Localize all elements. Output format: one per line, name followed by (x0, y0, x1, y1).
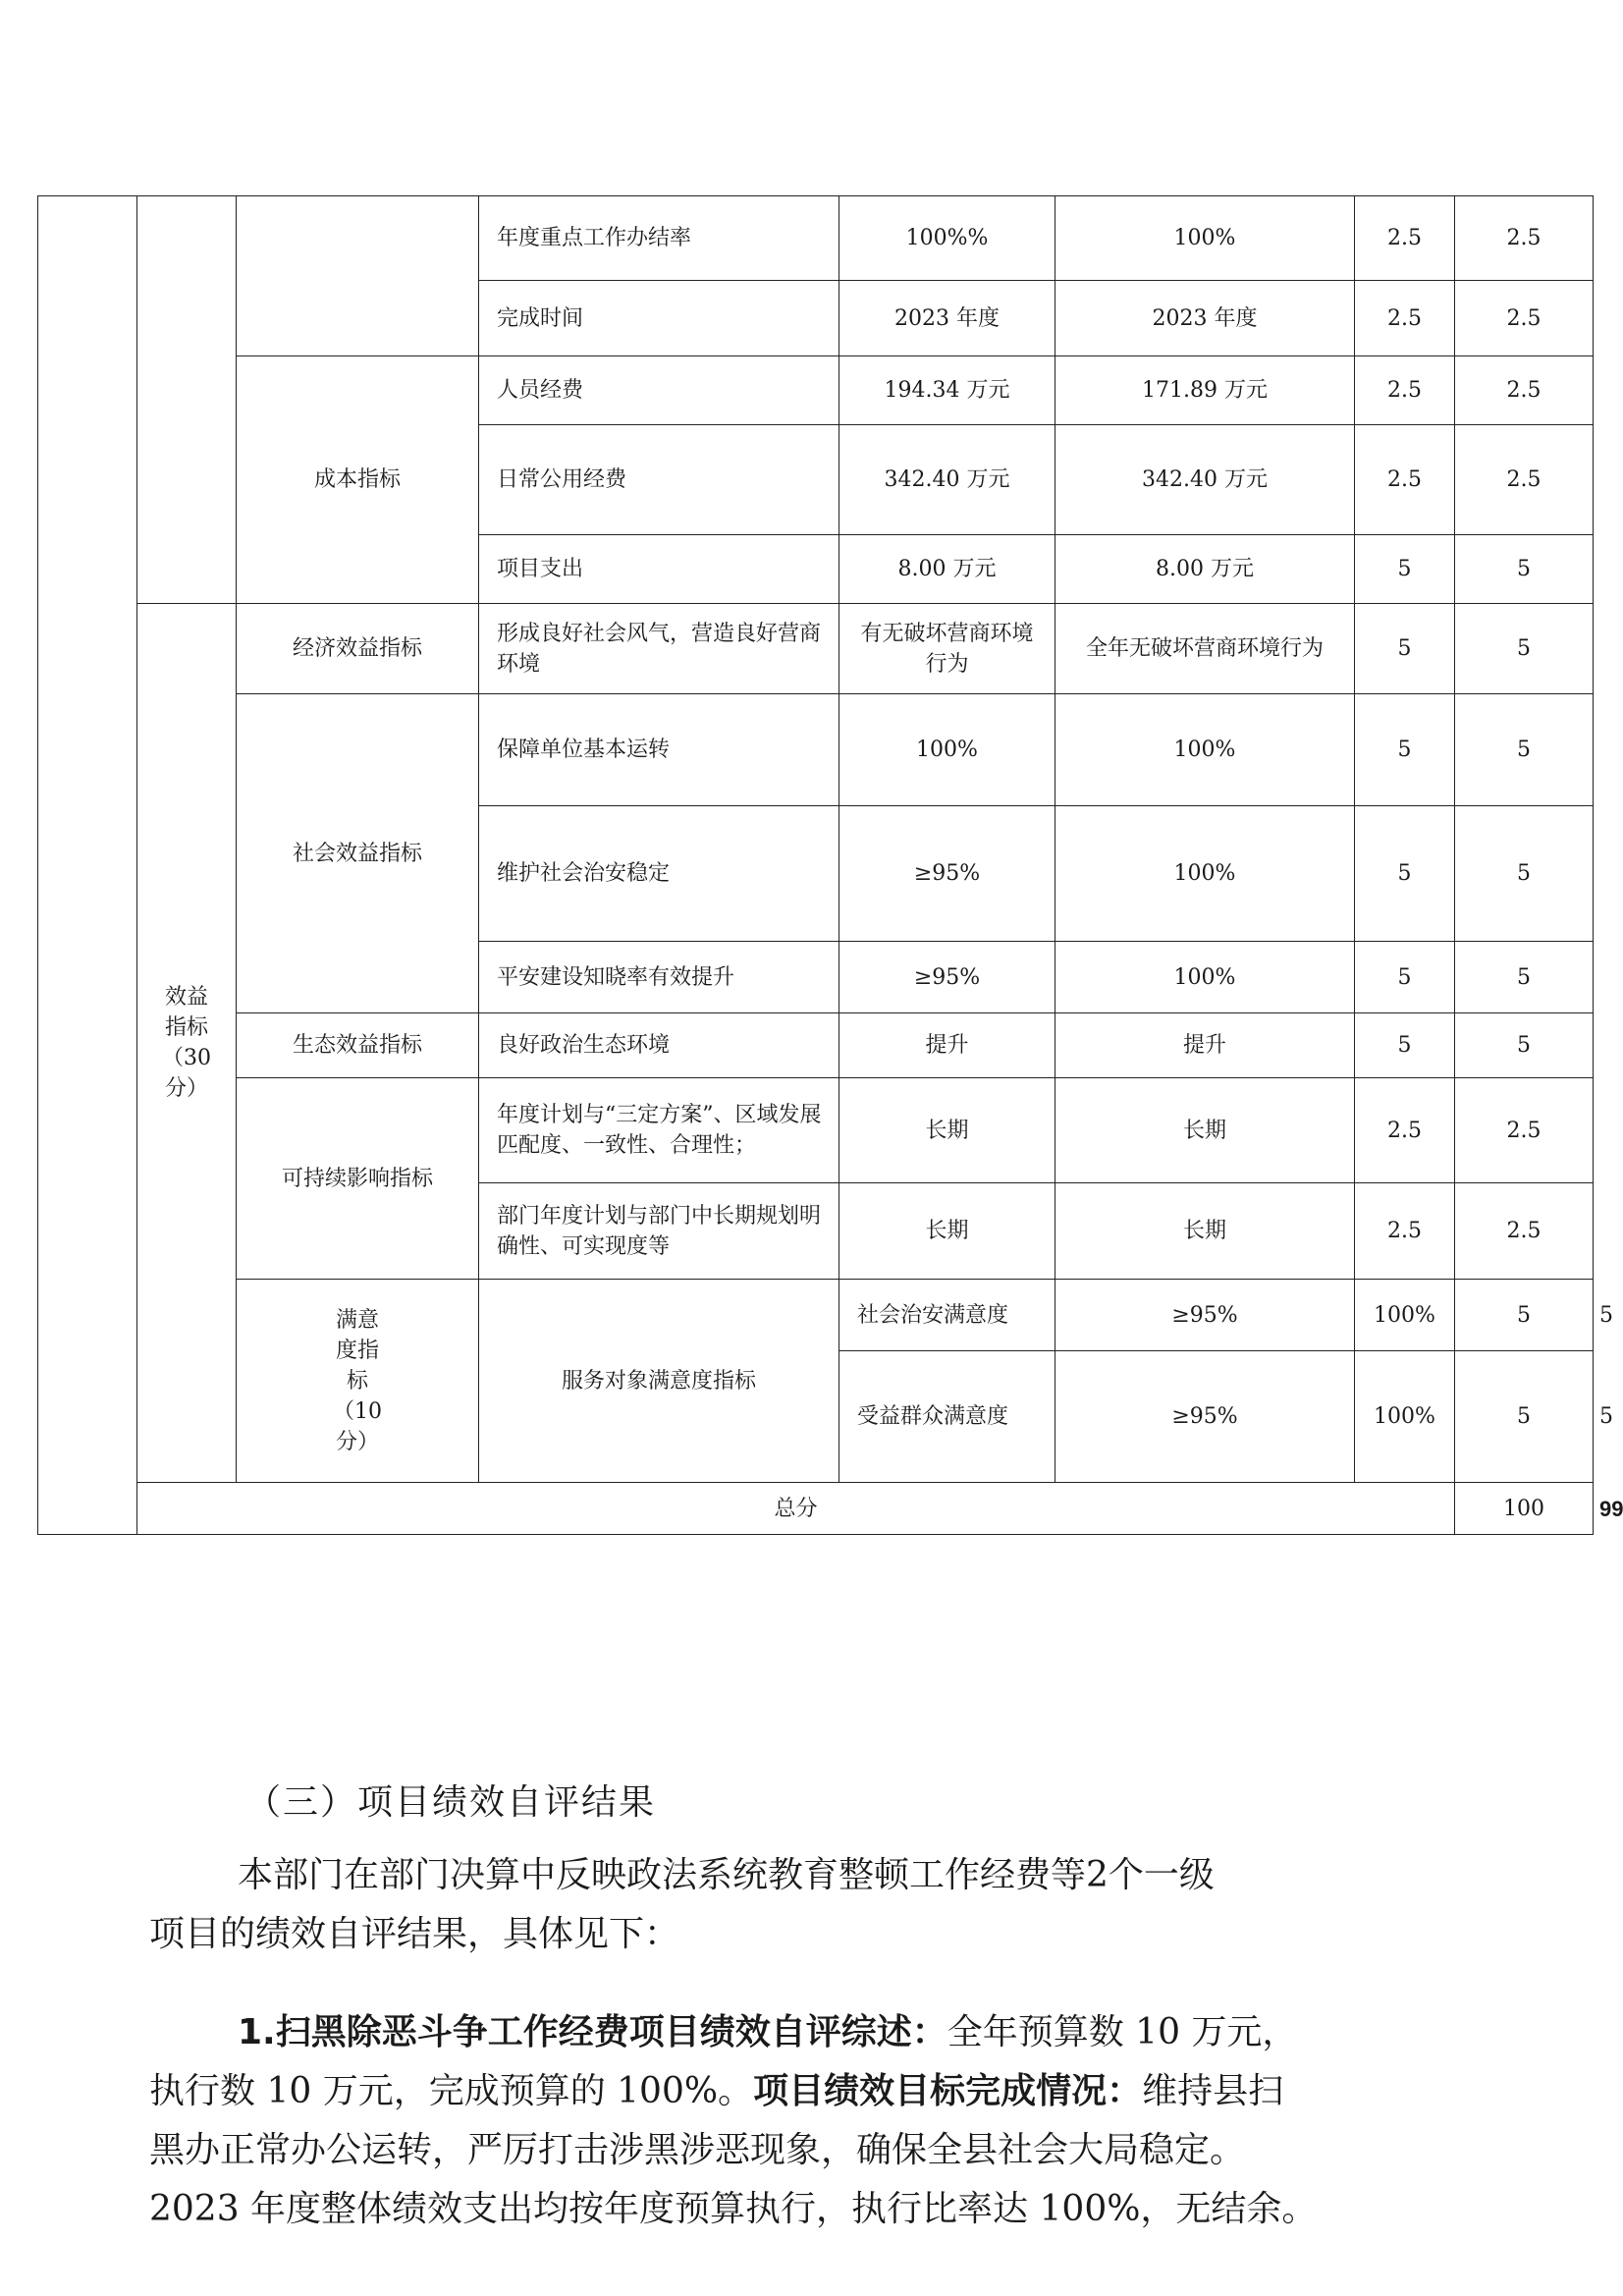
item1-paragraph (149, 2003, 1485, 2239)
indicator-cell: 社会治安满意度 (839, 1280, 1055, 1351)
table-row: 满意度指标（10分） 服务对象满意度指标 社会治安满意度 ≥95% 100% 5 5 (38, 1280, 1594, 1351)
level2-benefit-label: 效益指标（30分） (162, 985, 211, 1101)
table-row (38, 694, 1594, 806)
item1-text-line2: 执行数 10 万元，完成预算的 100%。 (149, 2071, 754, 2111)
table-row (38, 356, 1594, 425)
item1-line-2 (149, 2062, 1485, 2121)
target-cell: 194.34 万元 (839, 356, 1055, 425)
item1-text-a: 全年预算数 10 万元， (947, 2012, 1298, 2052)
table-row (38, 604, 1594, 694)
total-row: 总分 100 99 (38, 1483, 1594, 1535)
weight-cell: 5 (1355, 694, 1455, 806)
indicator-cell: 平安建设知晓率有效提升 (479, 942, 839, 1013)
actual-cell: 长期 (1055, 1078, 1355, 1183)
score-cell: 2.5 (1455, 356, 1594, 425)
score-cell: 5 (1455, 942, 1594, 1013)
target-cell: 8.00 万元 (839, 535, 1055, 604)
actual-text: 全年无破坏营商环境行为 (1085, 636, 1324, 661)
target-cell: 2023 年度 (839, 281, 1055, 356)
actual-cell: 342.40 万元 (1055, 425, 1355, 535)
target-cell: 100%% (839, 196, 1055, 281)
target-text: 有无破坏营商环境行为 (860, 621, 1034, 677)
table-row (38, 1078, 1594, 1183)
actual-cell: 100% (1055, 942, 1355, 1013)
target-cell: ≥95% (1055, 1351, 1355, 1483)
indicator-cell: 受益群众满意度 (839, 1351, 1055, 1483)
score-cell: 2.5 (1455, 196, 1594, 281)
actual-cell: 100% (1355, 1351, 1455, 1483)
actual-cell: 171.89 万元 (1055, 356, 1355, 425)
target-cell: 提升 (839, 1013, 1055, 1078)
actual-cell: 100% (1055, 196, 1355, 281)
indicator-cell: 维护社会治安稳定 (479, 806, 839, 942)
item1-line-4: 2023 年度整体绩效支出均按年度预算执行，执行比率达 100%，无结余。 (149, 2189, 1318, 2229)
actual-cell: 长期 (1055, 1183, 1355, 1280)
item1-text-b: 维持县扫 (1142, 2071, 1284, 2111)
actual-cell: 提升 (1055, 1013, 1355, 1078)
weight-cell: 2.5 (1355, 1183, 1455, 1280)
item1-line-3: 黑办正常办公运转，严厉打击涉黑涉恶现象，确保全县社会大局稳定。 (149, 2130, 1246, 2170)
target-cell: 100% (839, 694, 1055, 806)
actual-cell: 100% (1055, 806, 1355, 942)
table-row (38, 196, 1594, 281)
indicator-cell: 保障单位基本运转 (479, 694, 839, 806)
weight-cell: 5 (1355, 604, 1455, 694)
target-cell: ≥95% (839, 806, 1055, 942)
indicator-cell: 日常公用经费 (479, 425, 839, 535)
score-cell: 2.5 (1455, 1183, 1594, 1280)
weight-cell: 5 (1455, 1280, 1594, 1351)
level3-sustainable: 可持续影响指标 (237, 1078, 479, 1280)
score-cell: 2.5 (1455, 425, 1594, 535)
actual-cell: 2023 年度 (1055, 281, 1355, 356)
level2-benefit (137, 604, 237, 1483)
target-cell: ≥95% (839, 942, 1055, 1013)
weight-cell: 5 (1355, 942, 1455, 1013)
section-heading: （三）项目绩效自评结果 (245, 1782, 657, 1823)
indicator-cell: 形成良好社会风气，营造良好营商环境 (479, 604, 839, 694)
performance-table (37, 195, 1623, 1535)
target-cell: ≥95% (1055, 1280, 1355, 1351)
level3-economic: 经济效益指标 (237, 604, 479, 694)
score-cell: 5 (1455, 806, 1594, 942)
total-weight: 100 (1455, 1483, 1594, 1535)
indicator-cell: 人员经费 (479, 356, 839, 425)
indicator-cell: 完成时间 (479, 281, 839, 356)
indicator-cell: 年度重点工作办结率 (479, 196, 839, 281)
table-row (38, 1013, 1594, 1078)
actual-cell (1055, 604, 1355, 694)
intro-paragraph (149, 1846, 1485, 1964)
item1-title: 1.扫黑除恶斗争工作经费项目绩效自评综述： (238, 2012, 947, 2052)
level3-cost: 成本指标 (237, 356, 479, 604)
target-cell: 342.40 万元 (839, 425, 1055, 535)
total-label: 总分 (137, 1483, 1455, 1535)
weight-cell: 2.5 (1355, 425, 1455, 535)
actual-cell: 100% (1355, 1280, 1455, 1351)
target-cell: 长期 (839, 1078, 1055, 1183)
level3-cell-blank (237, 196, 479, 356)
indicator-cell: 部门年度计划与部门中长期规划明确性、可实现度等 (479, 1183, 839, 1280)
score-cell: 5 (1455, 694, 1594, 806)
score-cell: 5 (1455, 1013, 1594, 1078)
level3-satisfaction-label: 服务对象满意度指标 (561, 1368, 756, 1394)
level2-cell-blank (137, 196, 237, 604)
table-row: 受益群众满意度 ≥95% 100% 5 5 (38, 1351, 1594, 1483)
intro-line-2: 项目的绩效自评结果，具体见下： (149, 1914, 680, 1954)
indicator-cell: 项目支出 (479, 535, 839, 604)
score-cell: 2.5 (1455, 281, 1594, 356)
level2-satisfaction-label: 满意度指标（10分） (333, 1307, 382, 1454)
actual-cell: 100% (1055, 694, 1355, 806)
indicator-cell: 良好政治生态环境 (479, 1013, 839, 1078)
indicator-cell: 年度计划与“三定方案”、区域发展匹配度、一致性、合理性； (479, 1078, 839, 1183)
item1-line-1 (149, 2003, 1485, 2062)
target-cell (839, 604, 1055, 694)
level2-satisfaction (237, 1280, 479, 1483)
score-cell: 2.5 (1455, 1078, 1594, 1183)
score-cell: 5 (1455, 535, 1594, 604)
weight-cell: 2.5 (1355, 196, 1455, 281)
weight-cell: 2.5 (1355, 356, 1455, 425)
level3-ecological: 生态效益指标 (237, 1013, 479, 1078)
weight-cell: 2.5 (1355, 281, 1455, 356)
weight-cell: 5 (1455, 1351, 1594, 1483)
actual-cell: 8.00 万元 (1055, 535, 1355, 604)
weight-cell: 5 (1355, 535, 1455, 604)
level1-cell-blank (38, 196, 137, 1535)
item1-subtitle: 项目绩效目标完成情况： (753, 2071, 1143, 2111)
score-cell: 5 (1455, 604, 1594, 694)
weight-cell: 5 (1355, 1013, 1455, 1078)
weight-cell: 2.5 (1355, 1078, 1455, 1183)
level3-satisfaction (479, 1280, 839, 1483)
intro-line-1: 本部门在部门决算中反映政法系统教育整顿工作经费等2个一级 (238, 1855, 1215, 1895)
target-cell: 长期 (839, 1183, 1055, 1280)
weight-cell: 5 (1355, 806, 1455, 942)
level3-social: 社会效益指标 (237, 694, 479, 1013)
